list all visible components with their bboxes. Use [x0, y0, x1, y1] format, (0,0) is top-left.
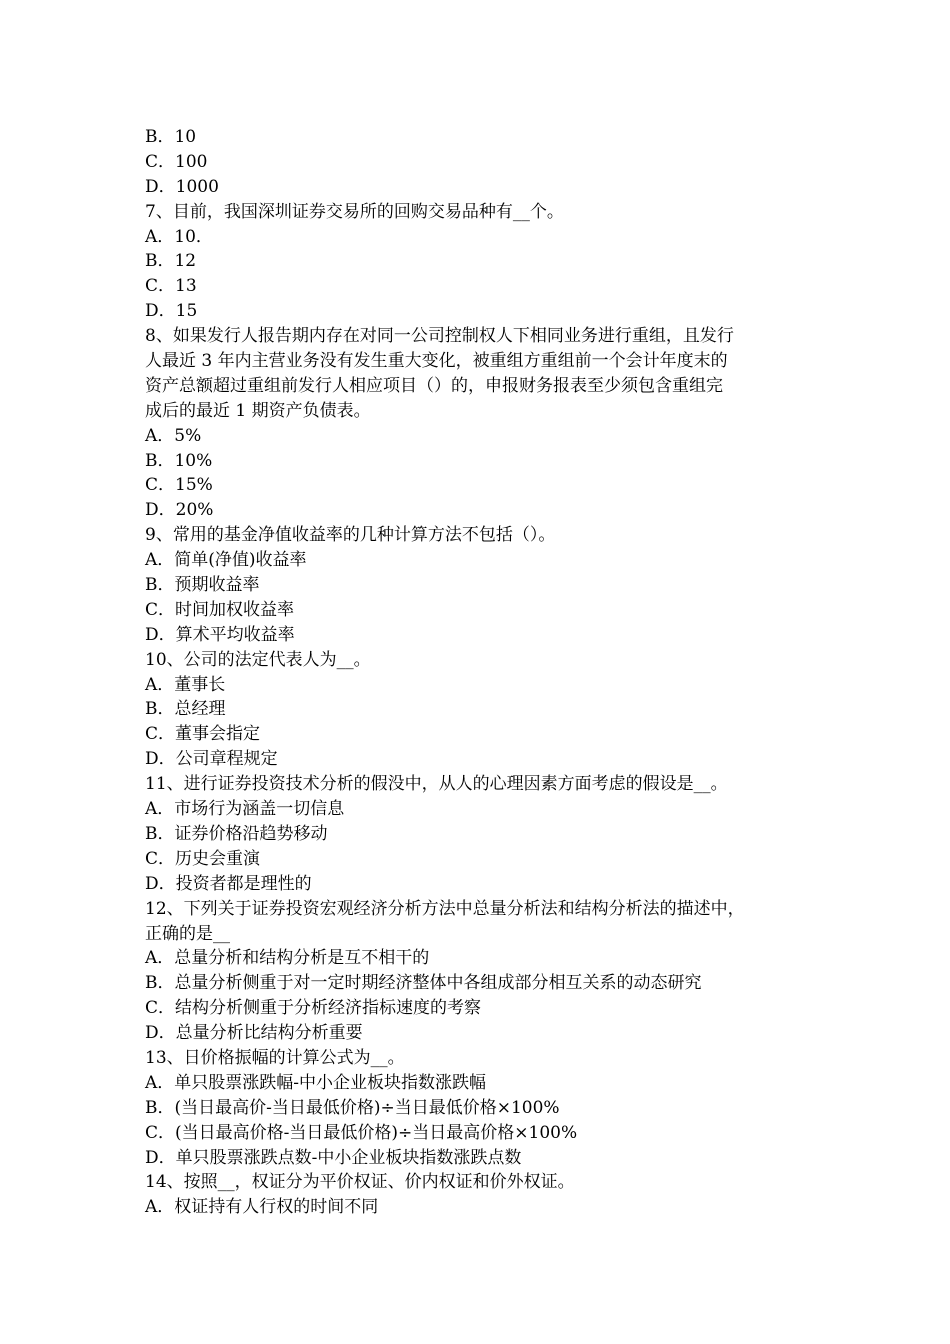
q7-option-d: D．15	[145, 301, 198, 322]
option-d-line: D．1000	[145, 176, 219, 197]
q12-option-b: B．总量分析侧重于对一定时期经济整体中各组成部分相互关系的动态研究	[145, 973, 702, 994]
question-8-line-3: 资产总额超过重组前发行人相应项目（）的，申报财务报表至少须包含重组完	[145, 375, 723, 396]
q8-option-a: A．5%	[145, 425, 202, 446]
question-12-line-1: 12、下列关于证券投资宏观经济分析方法中总量分析法和结构分析法的描述中，	[145, 898, 745, 919]
document-page	[145, 125, 825, 1220]
option-b-line: B．10	[145, 127, 197, 147]
question-8-line-2: 人最近 3 年内主营业务没有发生重大变化，被重组方重组前一个会计年度末的	[145, 351, 728, 372]
q11-option-b: B．证券价格沿趋势移动	[145, 823, 328, 844]
q7-option-b: B．12	[145, 251, 197, 272]
q9-option-a: A．简单(净值)收益率	[145, 550, 307, 571]
q11-option-d: D．投资者都是理性的	[145, 873, 312, 894]
option-c-line: C．100	[145, 151, 208, 172]
q9-option-b: B．预期收益率	[145, 575, 260, 596]
q11-option-c: C．历史会重演	[145, 848, 261, 869]
q8-option-d: D．20%	[145, 500, 214, 521]
q9-option-d: D．算术平均收益率	[145, 624, 295, 645]
question-7: 7、目前，我国深圳证券交易所的回购交易品种有__个。	[145, 201, 564, 222]
question-8-line-1: 8、如果发行人报告期内存在对同一公司控制权人下相同业务进行重组，且发行	[145, 326, 734, 347]
q11-option-a: A．市场行为涵盖一切信息	[145, 799, 345, 820]
question-8-line-4: 成后的最近 1 期资产负债表。	[145, 400, 371, 421]
q13-option-b: B．(当日最高价-当日最低价格)÷当日最低价格×100%	[145, 1097, 560, 1118]
q7-option-a: A．10．	[145, 226, 213, 247]
q13-option-d: D．单只股票涨跌点数-中小企业板块指数涨跌点数	[145, 1147, 522, 1168]
q9-option-c: C．时间加权收益率	[145, 599, 295, 620]
question-11: 11、进行证券投资技术分析的假没中，从人的心理因素方面考虑的假设是__。	[145, 774, 728, 795]
q12-option-d: D．总量分析比结构分析重要	[145, 1023, 363, 1044]
q13-option-a: A．单只股票涨跌幅-中小企业板块指数涨跌幅	[145, 1072, 487, 1093]
q13-option-c: C．(当日最高价格-当日最低价格)÷当日最高价格×100%	[145, 1122, 578, 1143]
q14-option-a: A．权证持有人行权的时间不同	[145, 1197, 379, 1218]
question-12-line-2: 正确的是__	[145, 923, 230, 944]
question-13: 13、日价格振幅的计算公式为__。	[145, 1047, 405, 1068]
q8-option-b: B．10%	[145, 450, 213, 471]
q10-option-d: D．公司章程规定	[145, 749, 278, 770]
q7-option-c: C．13	[145, 276, 197, 297]
q10-option-b: B．总经理	[145, 699, 226, 720]
q12-option-c: C．结构分析侧重于分析经济指标速度的考察	[145, 998, 482, 1019]
question-9: 9、常用的基金净值收益率的几种计算方法不包括（）。	[145, 525, 556, 546]
q10-option-c: C．董事会指定	[145, 724, 261, 745]
question-10: 10、公司的法定代表人为__。	[145, 649, 371, 670]
question-14: 14、按照__，权证分为平价权证、价内权证和价外权证。	[145, 1172, 575, 1193]
q10-option-a: A．董事长	[145, 674, 226, 695]
q8-option-c: C．15%	[145, 475, 213, 496]
q12-option-a: A．总量分析和结构分析是互不相干的	[145, 948, 430, 969]
